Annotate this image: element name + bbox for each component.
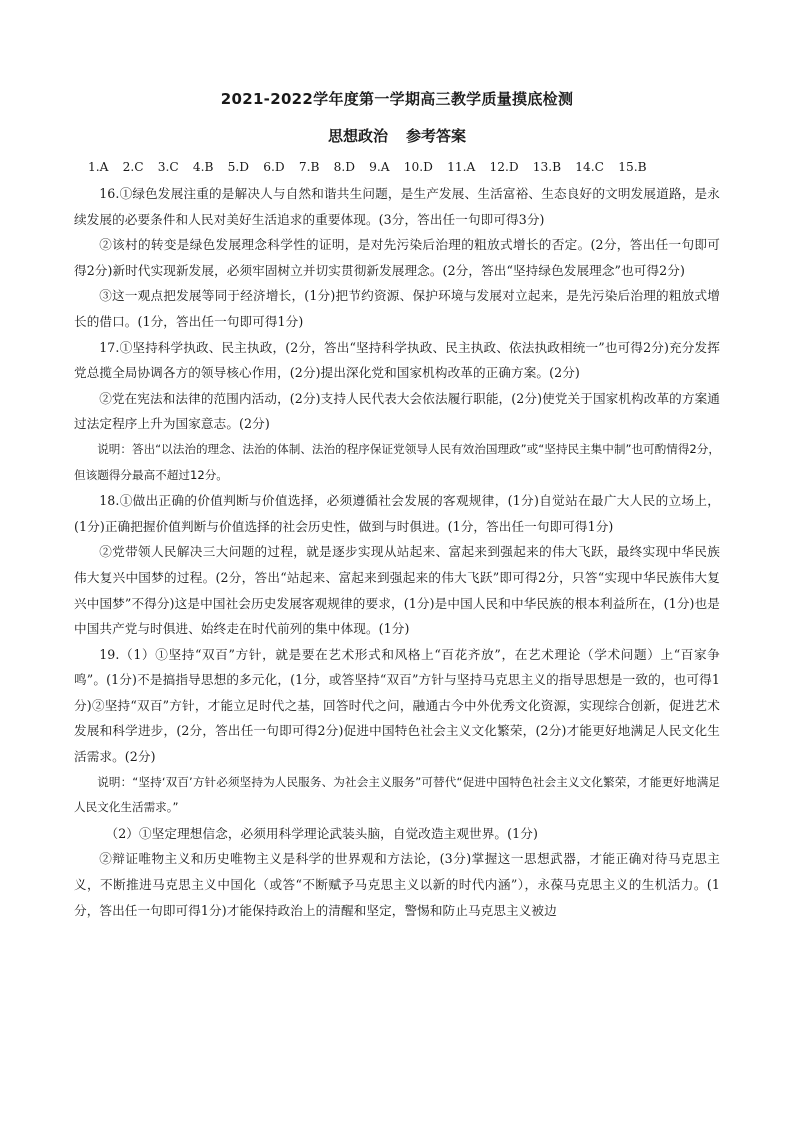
document-title: 2021-2022学年度第一学期高三教学质量摸底检测 [220,90,574,108]
choice-answer: 9.A [369,160,390,174]
answer-paragraph-19-2-1: （2）①坚定理想信念，必须用科学理论武装头脑，自觉改造主观世界。(1分) [105,825,538,841]
choice-answer: 10.D [403,160,433,174]
answer-paragraph-16-2: ②该村的转变是绿色发展理念科学性的证明，是对先污染后治理的粗放式增长的否定。(2分，答出任一句即可得2分)新时代实现新发展，必须牢固树立并切实贯彻新发展理念。(2分，答出“坚持绿色发展理念”也可得2分) [74,237,720,278]
answer-label: 参考答案 [406,127,467,145]
choice-answer: 14.C [575,160,605,174]
answer-paragraph-18-1: 18.①做出正确的价值判断与价值选择，必须遵循社会发展的客观规律，(1分)自觉站在最广大人民的立场上，(1分)正确把握价值判断与价值选择的社会历史性，做到与时俱进。(1分，答出任一句即可得1分) [74,493,720,534]
choice-answer: 4.B [192,160,214,174]
answer-paragraph-17-2: ②党在宪法和法律的范围内活动，(2分)支持人民代表大会依法履行职能，(2分)使党关于国家机构改革的方案通过法定程序上升为国家意志。(2分) [74,390,720,432]
answer-paragraph-17-1: 17.①坚持科学执政、民主执政，(2分，答出“坚持科学执政、民主执政、依法执政相统一”也可得2分)充分发挥党总揽全局协调各方的领导核心作用，(2分)提出深化党和国家机构改革的正确方案。(2分) [74,339,720,381]
choice-answer: 7.B [298,160,320,174]
answer-paragraph-18-2: ②党带领人民解决三大问题的过程，就是逐步实现从站起来、富起来到强起来的伟大飞跃，最终实现中华民族伟大复兴中国梦的过程。(2分，答出“站起来、富起来到强起来的伟大飞跃”即可得2分，只答“实现中华民族伟大复兴中国梦”不得分)这是中国社会历史发展客观规律的要求，(1分)是中国人民和中华民族的根本利益所在，(1分)也是中国共产党与时俱进、始终走在时代前列的集中体现。(1分) [74,544,720,637]
choice-answer: 6.D [263,160,285,174]
choice-answers [74,156,720,178]
choice-answer: 2.C [122,160,144,174]
scoring-note-19: 说明：“坚持‘双百’方针必须坚持为人民服务、为社会主义服务”可替代“促进中国特色社会主义文化繁荣，才能更好地满足人民文化生活需求。” [74,774,720,815]
choice-answer: 12.D [489,160,519,174]
answer-paragraph-16-1: 16.①绿色发展注重的是解决人与自然和谐共生问题，是生产发展、生活富裕、生态良好的文明发展道路，是永续发展的必要条件和人民对美好生活追求的重要体现。(3分，答出任一句即可得3分) [74,186,720,227]
subject-label: 思想政治 [327,127,388,145]
choice-answer: 15.B [618,160,647,174]
choice-answer: 5.D [227,160,250,174]
answer-paragraph-16-3: ③这一观点把发展等同于经济增长，(1分)把节约资源、保护环境与发展对立起来，是先污染后治理的粗放式增长的借口。(1分，答出任一句即可得1分) [74,288,720,329]
choice-answer: 1.A [88,160,109,174]
answer-paragraph-19-2-2: ②辩证唯物主义和历史唯物主义是科学的世界观和方法论，(3分)掌握这一思想武器，才能正确对待马克思主义，不断推进马克思主义中国化（或答“不断赋予马克思主义以新的时代内涵”），永葆马克思主义的生机活力。(1分，答出任一句即可得1分)才能保持政治上的清醒和坚定，警惕和防止马克思主义被边 [74,851,720,918]
choice-answer: 3.C [157,160,179,174]
answer-paragraph-19-1: 19.（1）①坚持“双百”方针，就是要在艺术形式和风格上“百花齐放”，在艺术理论（学术问题）上“百家争鸣”。(1分)不是搞指导思想的多元化，(1分，或答坚持“双百”方针与坚持马克思主义的指导思想是一致的，也可得1分)②坚持“双百”方针，才能立足时代之基，回答时代之问，融通古今中外优秀文化资源，实现综合创新，促进艺术发展和科学进步，(2分，答出任一句即可得2分)促进中国特色社会主义文化繁荣，(2分)才能更好地满足人民文化生活需求。(2分) [74,646,720,765]
document-subtitle [74,125,720,146]
choice-answer: 13.B [532,160,562,174]
scoring-note-17: 说明：答出“以法治的理念、法治的体制、法治的程序保证党领导人民有效治国理政”或“坚持民主集中制”也可酌情得2分，但该题得分最高不超过12分。 [74,441,720,482]
choice-answer: 8.D [333,160,355,174]
choice-answer: 11.A [447,160,476,174]
